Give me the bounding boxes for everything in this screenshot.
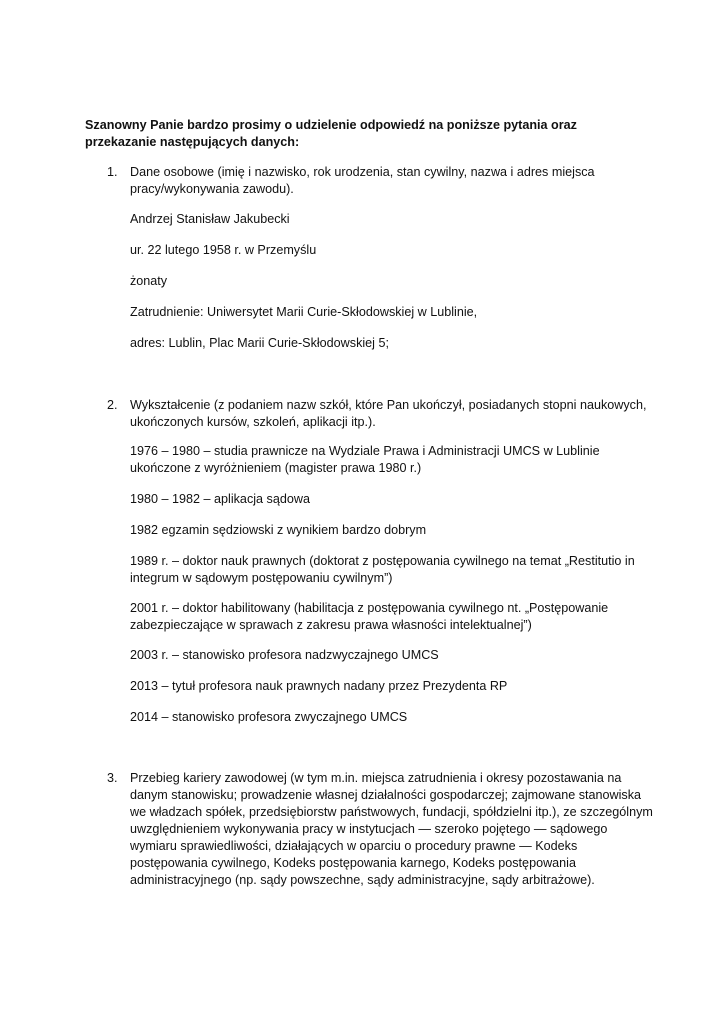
section-1-answer-address: adres: Lublin, Plac Marii Curie-Skłodowskiej 5; bbox=[130, 336, 389, 350]
section-2-answer-aplikacja: 1980 – 1982 – aplikacja sądowa bbox=[130, 492, 310, 506]
section-2-question: Wykształcenie (z podaniem nazw szkół, które Pan ukończył, posiadanych stopni naukowych, ukończonych kursów, szkoleń, aplikacji itp.). bbox=[130, 398, 647, 429]
section-1-number: 1. bbox=[107, 165, 118, 179]
section-1-answer-birth: ur. 22 lutego 1958 r. w Przemyślu bbox=[130, 243, 317, 257]
intro-heading: Szanowny Panie bardzo prosimy o udzielenie odpowiedź na poniższe pytania oraz przekazanie następujących danych: bbox=[85, 118, 577, 149]
section-1-answer-marital: żonaty bbox=[130, 274, 168, 288]
section-2-answer-exam: 1982 egzamin sędziowski z wynikiem bardzo dobrym bbox=[130, 523, 427, 537]
section-1-answer-name: Andrzej Stanisław Jakubecki bbox=[130, 212, 290, 226]
section-1-answer-employment: Zatrudnienie: Uniwersytet Marii Curie-Skłodowskiej w Lublinie, bbox=[130, 305, 478, 319]
section-2-answer-habilitation: 2001 r. – doktor habilitowany (habilitacja z postępowania cywilnego nt. „Postępowanie zabezpieczające w sprawach z zakresu prawa własności intelektualnej”) bbox=[130, 601, 609, 632]
section-3-question: Przebieg kariery zawodowej (w tym m.in. miejsca zatrudnienia i okresy pozostawania na danym stanowisku; prowadzenie własnej działalności gospodarczej; zajmowane stanowiska we władzach spółek, przedsiębiorstw państwowych, fundacji, spółdzielni itp.), ze szczególnym uwzględnieniem wykonywania pracy w instytucjach — szeroko pojętego — sądowego wymiaru sprawiedliwości, działających w oparciu o procedury prawne — Kodeks postępowania cywilnego, Kodeks postępowania karnego, Kodeks postępowania administracyjnego (np. sądy powszechne, sądy administracyjne, sądy arbitrażowe). bbox=[130, 771, 653, 887]
section-2-answer-2003: 2003 r. – stanowisko profesora nadzwyczajnego UMCS bbox=[130, 648, 439, 662]
section-2-answer-studies: 1976 – 1980 – studia prawnicze na Wydziale Prawa i Administracji UMCS w Lublinie ukończone z wyróżnieniem (magister prawa 1980 r.) bbox=[130, 444, 600, 475]
section-2-answer-2013: 2013 – tytuł profesora nauk prawnych nadany przez Prezydenta RP bbox=[130, 679, 508, 693]
section-3-number: 3. bbox=[107, 771, 118, 785]
section-2-answer-2014: 2014 – stanowisko profesora zwyczajnego UMCS bbox=[130, 710, 408, 724]
section-2-number: 2. bbox=[107, 398, 118, 412]
section-1-question: Dane osobowe (imię i nazwisko, rok urodzenia, stan cywilny, nazwa i adres miejsca pracy/wykonywania zawodu). bbox=[130, 165, 595, 196]
section-2-answer-doctorate: 1989 r. – doktor nauk prawnych (doktorat z postępowania cywilnego na temat „Restitutio in integrum w sądowym postępowaniu cywilnym”) bbox=[130, 554, 635, 585]
